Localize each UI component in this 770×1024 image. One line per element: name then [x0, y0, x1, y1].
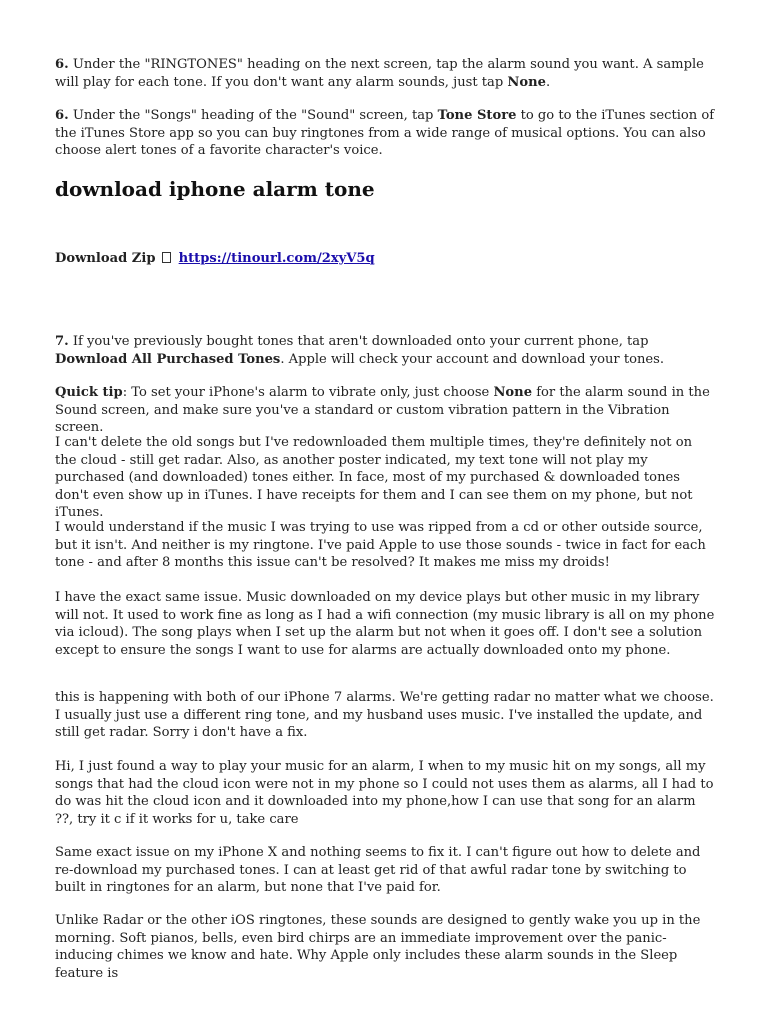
step-text: If you've previously bought tones that aren't downloaded onto your current phone, tap [68, 334, 649, 349]
comment-paragraph: Same exact issue on my iPhone X and nothing seems to fix it. I can't figure out how to delete and re-download my purchased tones. I can at least get rid of that awful radar tone by switching to built in ringtones for an alarm, but none that I've paid for. [55, 845, 701, 896]
section-heading: download iphone alarm tone [55, 177, 375, 201]
step-text: . Apple will check your account and download your tones. [280, 351, 665, 367]
step-6-songs-paragraph [55, 107, 715, 160]
comment-paragraph: I have the exact same issue. Music downloaded on my device plays but other music in my library will not. It used to work fine as long as I had a wifi connection (my music library is all on my phone via icloud). The song plays when I set up the alarm but not when it goes off. I don't see a solution except to ensure the songs I want to use for alarms are actually downloaded onto my phone. [55, 590, 715, 658]
comment-paragraph: this is happening with both of our iPhone 7 alarms. We're getting radar no matter what we choose. I usually just use a different ring tone, and my husband uses music. I've installed the update, and still get radar. Sorry i don't have a fix. [55, 690, 714, 741]
step-6-ringtones-paragraph [55, 56, 715, 91]
comment-paragraph: Unlike Radar or the other iOS ringtones, these sounds are designed to gently wake you up in the morning. Soft pianos, bells, even bird chirps are an immediate improvement over the panic-inducing chimes we know and hate. Why Apple only includes these alarm sounds in the Sleep feature is [55, 913, 701, 981]
step-text: . [545, 74, 551, 90]
step-number: 6. [55, 108, 69, 123]
step-number: 6. [55, 57, 69, 72]
step-text: Under the "RINGTONES" heading on the next screen, tap the alarm sound you want. A sample will play for each tone. If you don't want any alarm sounds, just tap [55, 57, 704, 90]
bold-term: Download All Purchased Tones [55, 351, 281, 367]
missing-glyph-icon [162, 252, 171, 263]
bold-term: None [507, 74, 546, 90]
bold-term: None [493, 385, 533, 400]
comment-paragraph: I can't delete the old songs but I've redownloaded them multiple times, they're definitely not on the cloud - still get radar. Also, as another poster indicated, my text tone will not play my purchased (and downloaded) tones either. In face, most of my purchased & downloaded tones don't even show up in iTunes. I have receipts for them and I can see them on my phone, but not iTunes. [55, 435, 693, 521]
download-label: Download Zip [55, 251, 156, 266]
step-text: Under the "Songs" heading of the "Sound" screen, tap [68, 108, 438, 123]
step-text: to go to the iTunes section of the iTunes Store app so you can buy ringtones from a wide range of musical options. You can also choose alert tones of a favorite character's voice. [55, 108, 715, 159]
quick-tip-label: Quick tip [55, 385, 123, 400]
quick-tip-paragraph [55, 384, 715, 437]
step-number: 7. [55, 334, 69, 349]
tip-text: : To set your iPhone's alarm to vibrate only, just choose [122, 385, 494, 400]
comment-paragraph: Hi, I just found a way to play your music for an alarm, I when to my music hit on my songs, all my songs that had the cloud icon were not in my phone so I could not uses them as alarms, all I had to do was hit the cloud icon and it downloaded into my phone,how I can use that song for an alarm ??, try it c if it works for u, take care [55, 759, 714, 827]
tip-text: for the alarm sound in the Sound screen, and make sure you've a standard or custom vibration pattern in the Vibration screen. [55, 385, 710, 436]
bold-term: Tone Store [437, 108, 517, 123]
step-7-paragraph [55, 333, 715, 368]
download-line [55, 250, 375, 268]
download-link[interactable]: https://tinourl.com/2xyV5q [178, 251, 375, 266]
comment-paragraph: I would understand if the music I was trying to use was ripped from a cd or other outside source, but it isn't. And neither is my ringtone. I've paid Apple to use those sounds - twice in fact for each tone - and after 8 months this issue can't be resolved? It makes me miss my droids! [55, 520, 706, 571]
